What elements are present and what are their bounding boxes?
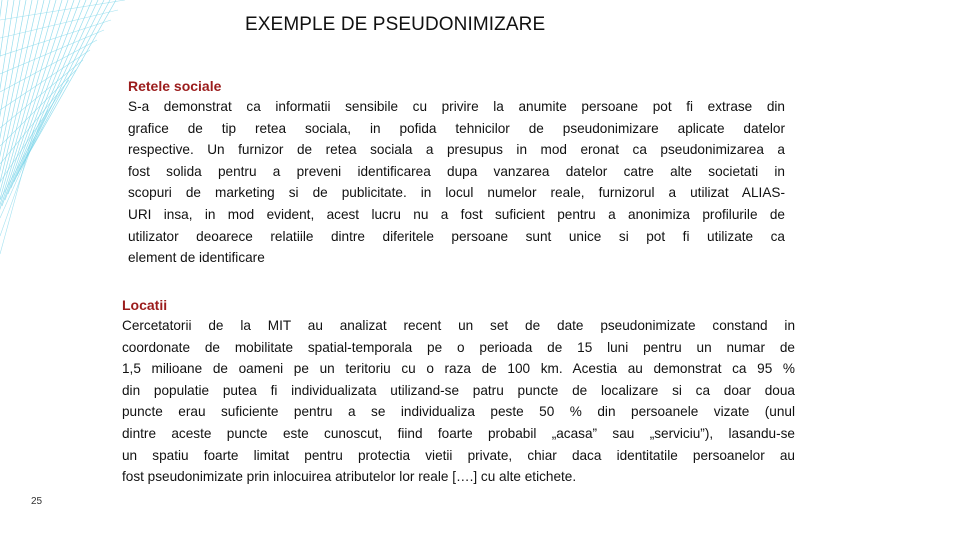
text-line: Cercetatorii de la MIT au analizat recent un set de date pseudonimizate constand in	[122, 318, 795, 333]
text-line: coordonate de mobilitate spatial-temporala pe o perioada de 15 luni pentru un numar de	[122, 339, 795, 355]
decorative-line	[11, 0, 92, 188]
section-locations	[122, 295, 795, 488]
decorative-line	[0, 30, 104, 74]
section-social-networks	[128, 76, 785, 269]
decorative-line	[0, 70, 76, 146]
page-number: 25	[31, 496, 43, 507]
text-line: scopuri de marketing si de publicitate. in locul numelor reale, furnizorul a utilizat ALIAS-	[128, 185, 785, 201]
text-line: URI insa, in mod evident, acest lucru nu a fost suficient pentru a anonimiza profilurile de	[128, 206, 785, 222]
decorative-line	[0, 0, 20, 260]
text-line: fost solida pentru a preveni identificarea dupa vanzarea datelor catre alte societati in	[128, 163, 785, 179]
text-line: grafice de tip retea sociala, in pofida tehnicilor de pseudonimizare aplicate datelor	[128, 120, 785, 136]
text-line: respective. Un furnizor de retea sociala a presupus in mod eronat ca pseudonimizarea a	[128, 142, 785, 158]
text-line: S-a demonstrat ca informatii sensibile cu privire la anumite persoane pot fi extrase din	[128, 99, 785, 114]
section-heading: Locatii	[122, 297, 168, 313]
section-body	[128, 96, 785, 269]
text-line: 1,5 milioane de oameni pe un teritoriu cu o raza de 100 km. Acestia au demonstrat ca 95 %	[122, 361, 795, 377]
decorative-line	[0, 80, 69, 164]
text-line: un spatiu foarte limitat pentru protectia vietii private, chiar daca identitatile persoanelor au	[122, 447, 795, 463]
text-line: fost pseudonimizate prin inlocuirea atributelor lor reale [….] cu alte etichete.	[122, 469, 577, 485]
text-line: din populatie putea fi individualizata utilizand-se patru puncte de localizare si ca doar doua	[122, 382, 795, 398]
text-line: utilizator deoarece relatiile dintre diferitele persoane sunt unice si pot fi utilizate ca	[128, 228, 785, 244]
section-heading: Retele sociale	[128, 78, 222, 94]
decorative-line	[2, 0, 74, 206]
slide-title: EXEMPLE DE PSEUDONIMIZARE	[245, 14, 546, 35]
text-line: dintre aceste puncte este cunoscut, fiind foarte probabil „acasa” sau „serviciu”), lasandu-se	[122, 425, 795, 441]
text-line: element de identificare	[128, 250, 265, 266]
text-line: puncte erau suficiente pentru a se individualiza peste 50 % din persoanele vizate (unul	[122, 404, 795, 420]
section-body	[122, 315, 795, 488]
decorative-line-pattern	[0, 0, 130, 300]
